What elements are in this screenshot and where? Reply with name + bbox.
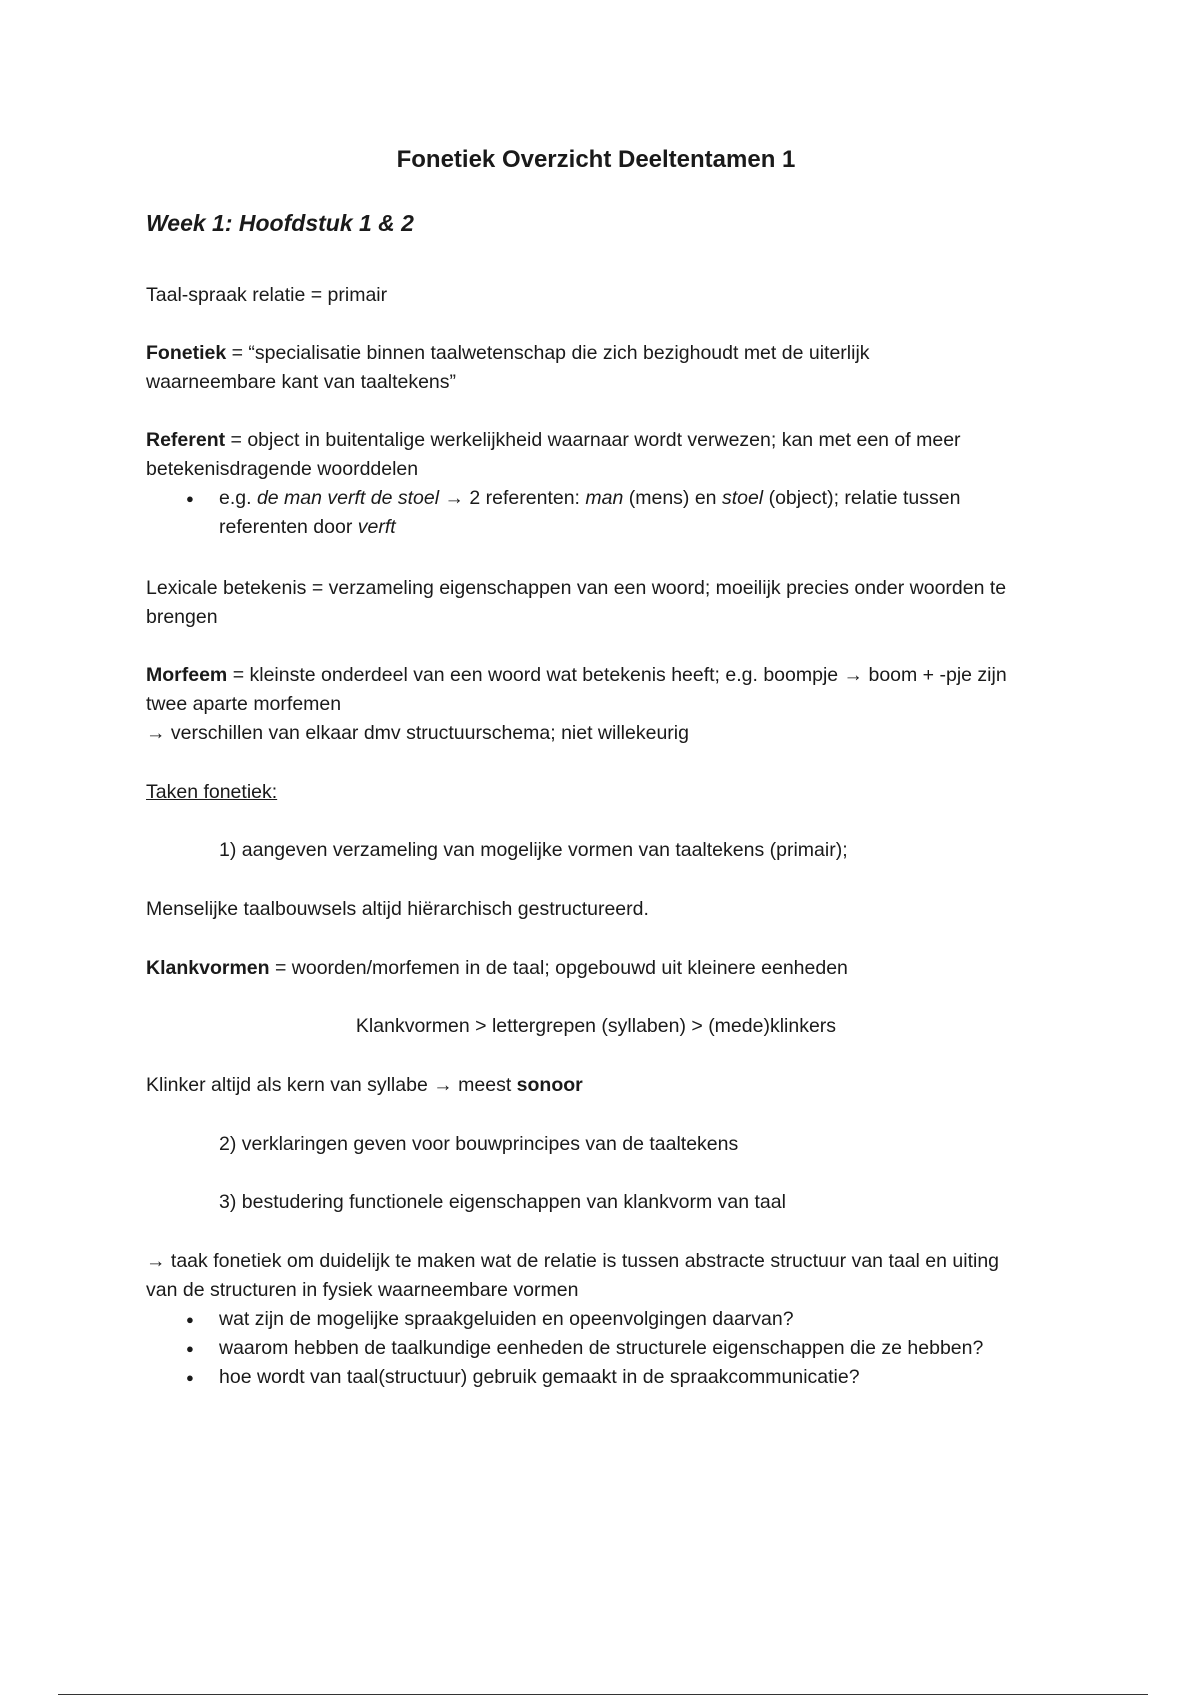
- page-title: Fonetiek Overzicht Deeltentamen 1: [396, 146, 796, 173]
- question-item: ● wat zijn de mogelijke spraakgeluiden en opeenvolgingen daarvan?: [146, 1305, 1026, 1334]
- klinker-line: Klinker altijd als kern van syllabe → meest sonoor: [146, 1074, 583, 1096]
- page-bottom-rule: [58, 1694, 1148, 1695]
- referent-example: ● e.g. de man verft de stoel → 2 referenten: man (mens) en stoel (object); relatie tussen referenten door verft: [146, 484, 1046, 542]
- referent-definition: [146, 426, 1026, 484]
- fonetiek-definition: [146, 339, 986, 397]
- klankvormen-def: = woorden/morfemen in de taal; opgebouwd uit kleinere eenheden: [269, 957, 848, 979]
- taak-3: 3) bestudering functionele eigenschappen van klankvorm van taal: [219, 1191, 786, 1213]
- morfeem-definition: [146, 661, 1046, 748]
- referent-term: Referent: [146, 429, 226, 451]
- question-item: ● waarom hebben de taalkundige eenheden de structurele eigenschappen die ze hebben?: [146, 1334, 1026, 1363]
- klankvormen-definition: [146, 954, 1046, 983]
- hierarchy-line: Klankvormen > lettergrepen (syllaben) > (mede)klinkers: [355, 1015, 837, 1037]
- taak-1: 1) aangeven verzameling van mogelijke vormen van taaltekens (primair);: [219, 839, 848, 861]
- menselijke-line: Menselijke taalbouwsels altijd hiërarchisch gestructureerd.: [146, 898, 649, 920]
- fonetiek-term: Fonetiek: [146, 342, 227, 364]
- conclusion-line: → taak fonetiek om duidelijk te maken wat de relatie is tussen abstracte structuur van taal en uiting van de structuren in fysiek waarneembare vormen: [146, 1250, 1000, 1301]
- fonetiek-def: = “specialisatie binnen taalwetenschap die zich bezighoudt met de uiterlijk waarneembare kant van taaltekens”: [146, 342, 870, 393]
- taak-2: 2) verklaringen geven voor bouwprincipes van de taaltekens: [219, 1133, 739, 1155]
- klankvormen-term: Klankvormen: [146, 957, 270, 979]
- morfeem-line2: → verschillen van elkaar dmv structuurschema; niet willekeurig: [146, 722, 689, 744]
- questions-list: [146, 1305, 1026, 1392]
- sonoor-term: sonoor: [516, 1074, 583, 1096]
- week-heading: Week 1: Hoofdstuk 1 & 2: [146, 210, 414, 236]
- referent-def: = object in buitentalige werkelijkheid waarnaar wordt verwezen; kan met een of meer betekenisdragende woorddelen: [146, 429, 961, 480]
- referent-example-list: [146, 484, 1046, 542]
- taken-heading: Taken fonetiek:: [146, 781, 278, 803]
- question-item: ● hoe wordt van taal(structuur) gebruik gemaakt in de spraakcommunicatie?: [146, 1363, 1026, 1392]
- lexicale-definition: Lexicale betekenis = verzameling eigenschappen van een woord; moeilijk precies onder woorden te brengen: [146, 577, 1007, 628]
- taal-spraak-line: Taal-spraak relatie = primair: [146, 284, 388, 306]
- morfeem-def: = kleinste onderdeel van een woord wat betekenis heeft; e.g. boompje → boom + -pje zijn twee aparte morfemen: [146, 664, 1007, 715]
- morfeem-term: Morfeem: [146, 664, 228, 686]
